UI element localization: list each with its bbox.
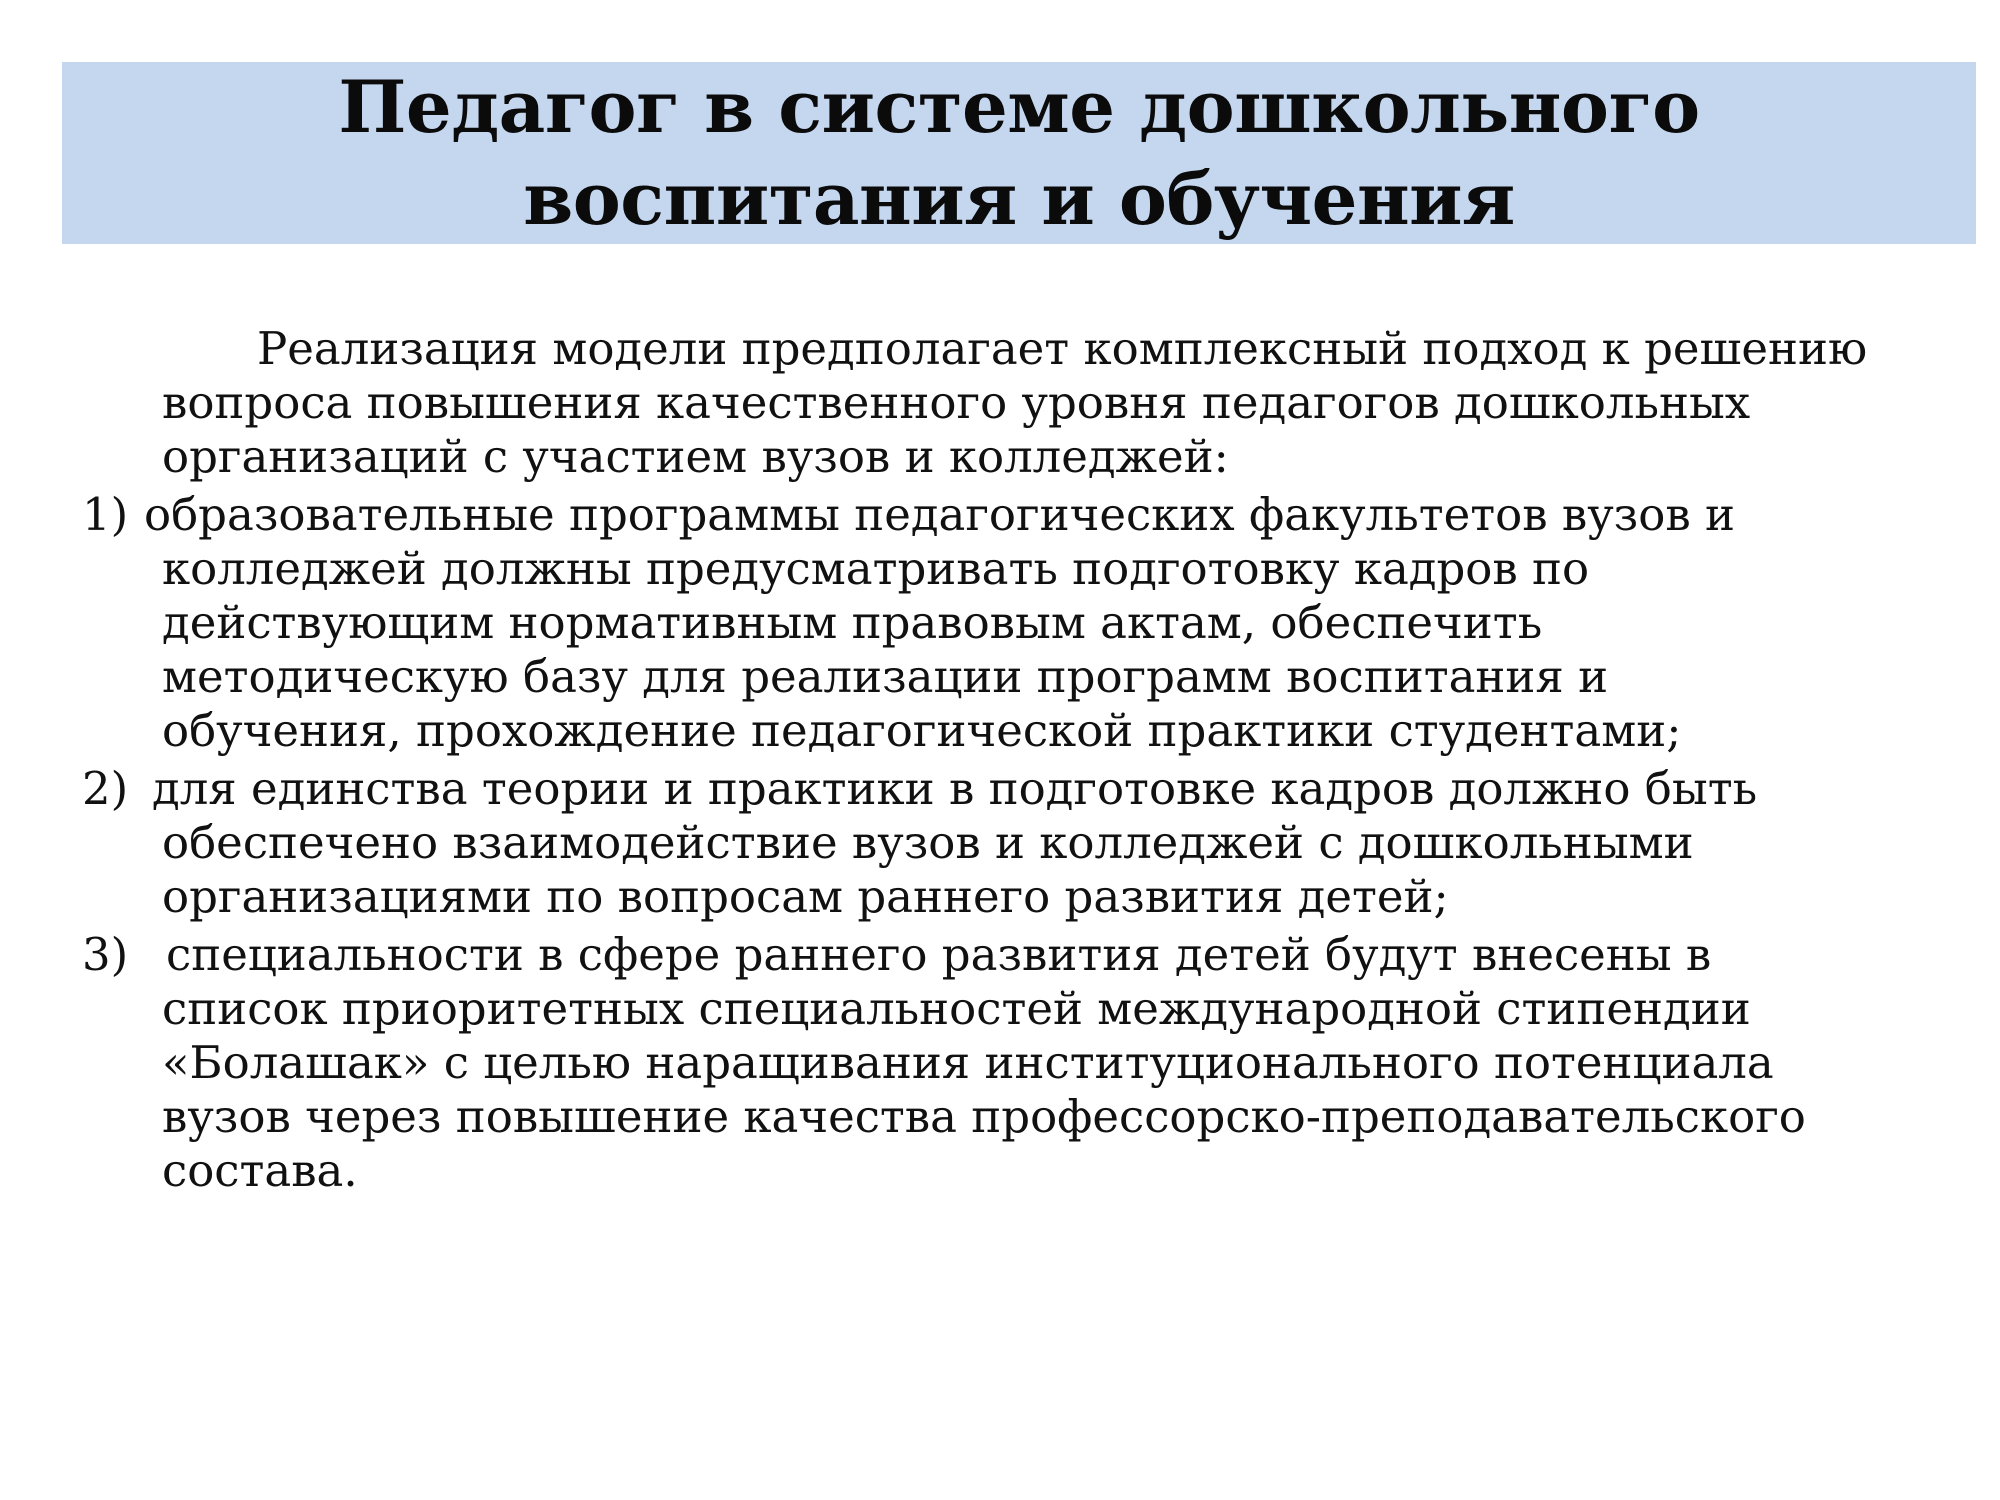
list-item-text: список приоритетных специальностей международной стипендии	[162, 982, 1751, 1035]
list-item-text: «Болашак» с целью наращивания институционального потенциала	[162, 1036, 1774, 1089]
list-marker: 1)	[82, 488, 129, 541]
slide-title-line-2: воспитания и обучения	[523, 156, 1515, 241]
list-item-text: организациями по вопросам раннего развития детей;	[162, 870, 1449, 923]
list-item-text: вузов через повышение качества профессорско-преподавательского	[162, 1090, 1806, 1143]
list-item-text: методическую базу для реализации программ воспитания и	[162, 650, 1609, 703]
list-item-text: обучения, прохождение педагогической практики студентами;	[162, 704, 1682, 757]
intro-line: вопроса повышения качественного уровня педагогов дошкольных	[162, 376, 1751, 429]
list-item-1	[82, 488, 1962, 758]
intro-line: организаций с участием вузов и колледжей:	[162, 430, 1229, 483]
list-item-text: образовательные программы педагогических факультетов вузов и	[144, 488, 1735, 541]
list-item-text: для единства теории и практики в подготовке кадров должно быть	[152, 762, 1758, 815]
title-banner	[62, 62, 1976, 244]
list-item-text: состава.	[162, 1144, 358, 1197]
intro-paragraph	[82, 322, 1962, 484]
list-item-text: колледжей должны предусматривать подготовку кадров по	[162, 542, 1590, 595]
list-marker: 3)	[82, 928, 129, 981]
intro-line: Реализация модели предполагает комплексный подход к решению	[257, 322, 1868, 375]
list-item-text: действующим нормативным правовым актам, обеспечить	[162, 596, 1543, 649]
slide-body	[82, 322, 1962, 1202]
list-item-text: обеспечено взаимодействие вузов и колледжей с дошкольными	[162, 816, 1694, 869]
list-item-3	[82, 928, 1962, 1198]
list-item-text: специальности в сфере раннего развития детей будут внесены в	[166, 928, 1712, 981]
slide-title-line-1: Педагог в системе дошкольного	[338, 64, 1700, 149]
list-item-2	[82, 762, 1962, 924]
list-marker: 2)	[82, 762, 129, 815]
